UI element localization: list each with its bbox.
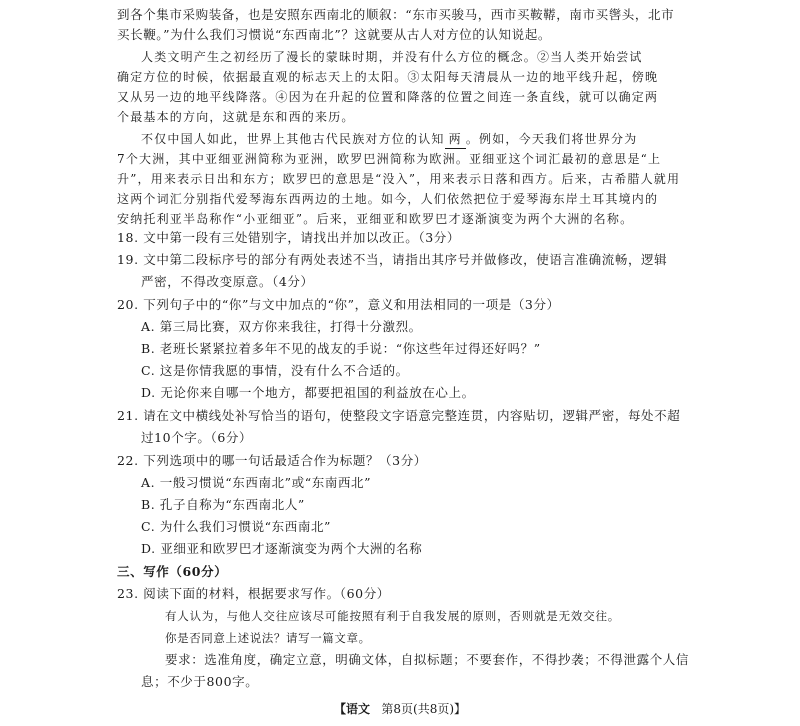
passage-line: 买长鞭。”为什么我们习惯说“东西南北”？这就要从古人对方位的认知说起。 bbox=[117, 27, 551, 42]
passage-line: 确定方位的时候，依据最直观的标志天上的太阳。③太阳每天清晨从一边的地平线升起，傍晚 bbox=[117, 70, 659, 84]
passage-line: 7个大洲，其中亚细亚洲简称为亚洲，欧罗巴洲简称为欧洲。亚细亚这个词汇最初的意思是“上 bbox=[117, 152, 662, 166]
option-d: D. 无论你来自哪一个地方，都要把祖国的利益放在心上。 bbox=[141, 385, 475, 400]
question-19-cont: 严密，不得改变原意。（4分） bbox=[141, 274, 314, 289]
option-c: C. 这是你情我愿的事情，没有什么不合适的。 bbox=[141, 363, 409, 378]
passage-line: 升”，用来表示日出和东方；欧罗巴的意思是“没入”，用来表示日落和西方。后来，古希腊人就用 bbox=[117, 172, 681, 186]
option-c: C. 为什么我们习惯说“东西南北” bbox=[141, 519, 332, 534]
footer-page: 第8页(共8页)】 bbox=[381, 702, 467, 716]
question-18: 18. 文中第一段有三处错别字，请找出并加以改正。（3分） bbox=[117, 230, 460, 245]
option-b: B. 老班长紧紧拉着多年不见的战友的手说：“你这些年过得还好吗？” bbox=[141, 341, 541, 356]
passage-line: 这两个词汇分别指代爱琴海东西两边的土地。如今，人们依然把位于爱琴海东岸土耳其境内的 bbox=[117, 192, 659, 206]
passage-text: 不仅中国人如此，世界上其他古代民族对方位的认知 bbox=[141, 132, 445, 146]
question-21: 21. 请在文中横线处补写恰当的语句，使整段文字语意完整连贯，内容贴切，逻辑严密，每处不超 bbox=[117, 408, 681, 423]
page-footer bbox=[0, 700, 800, 717]
passage-line: 人类文明产生之初经历了漫长的蒙昧时期，并没有什么方位的概念。②当人类开始尝试 bbox=[141, 50, 643, 64]
writing-requirement: 要求：选准角度，确定立意，明确文体，自拟标题；不要套作，不得抄袭；不得泄露个人信 bbox=[165, 652, 690, 667]
option-b: B. 孔子自称为“东西南北人” bbox=[141, 497, 305, 512]
footer-subject: 【语文 bbox=[333, 702, 370, 716]
question-20: 20. 下列句子中的“你”与文中加点的“你”，意义和用法相同的一项是（3分） bbox=[117, 297, 560, 312]
passage-line: 安纳托利亚半岛称作“小亚细亚”。后来，亚细亚和欧罗巴才逐渐演变为两个大洲的名称。 bbox=[117, 212, 634, 226]
question-21-cont: 过10个字。（6分） bbox=[141, 430, 253, 445]
question-22: 22. 下列选项中的哪一句话最适合作为标题？（3分） bbox=[117, 453, 427, 468]
passage-text: 。例如，今天我们将世界分为 bbox=[465, 132, 638, 146]
passage-line: 又从另一边的地平线降落。④因为在升起的位置和降落的位置之间连一条直线，就可以确定两 bbox=[117, 90, 659, 104]
passage-line: 个最基本的方向，这就是东和西的来历。 bbox=[117, 110, 355, 124]
passage-line bbox=[141, 130, 637, 149]
writing-material: 有人认为，与他人交往应该尽可能按照有利于自我发展的原则，否则就是无效交往。 bbox=[165, 609, 621, 623]
passage-line: 到各个集市采购装备，也是安照东西南北的顺叙：“东市买骏马，西市买鞍鞯，南市买辔头，北市 bbox=[117, 7, 675, 22]
fill-in-blank: 两 bbox=[445, 130, 466, 149]
question-19: 19. 文中第二段标序号的部分有两处表述不当，请指出其序号并做修改，使语言准确流畅，逻辑 bbox=[117, 252, 668, 267]
writing-prompt: 你是否同意上述说法？请写一篇文章。 bbox=[165, 631, 371, 645]
question-23: 23. 阅读下面的材料，根据要求写作。（60分） bbox=[117, 586, 390, 601]
option-d: D. 亚细亚和欧罗巴才逐渐演变为两个大洲的名称 bbox=[141, 541, 423, 556]
section-heading: 三、写作（60分） bbox=[117, 564, 228, 579]
option-a: A. 一般习惯说“东西南北”或“东南西北” bbox=[141, 475, 372, 490]
writing-requirement: 息；不少于800字。 bbox=[141, 674, 259, 689]
option-a: A. 第三局比赛，双方你来我往，打得十分激烈。 bbox=[141, 319, 422, 334]
